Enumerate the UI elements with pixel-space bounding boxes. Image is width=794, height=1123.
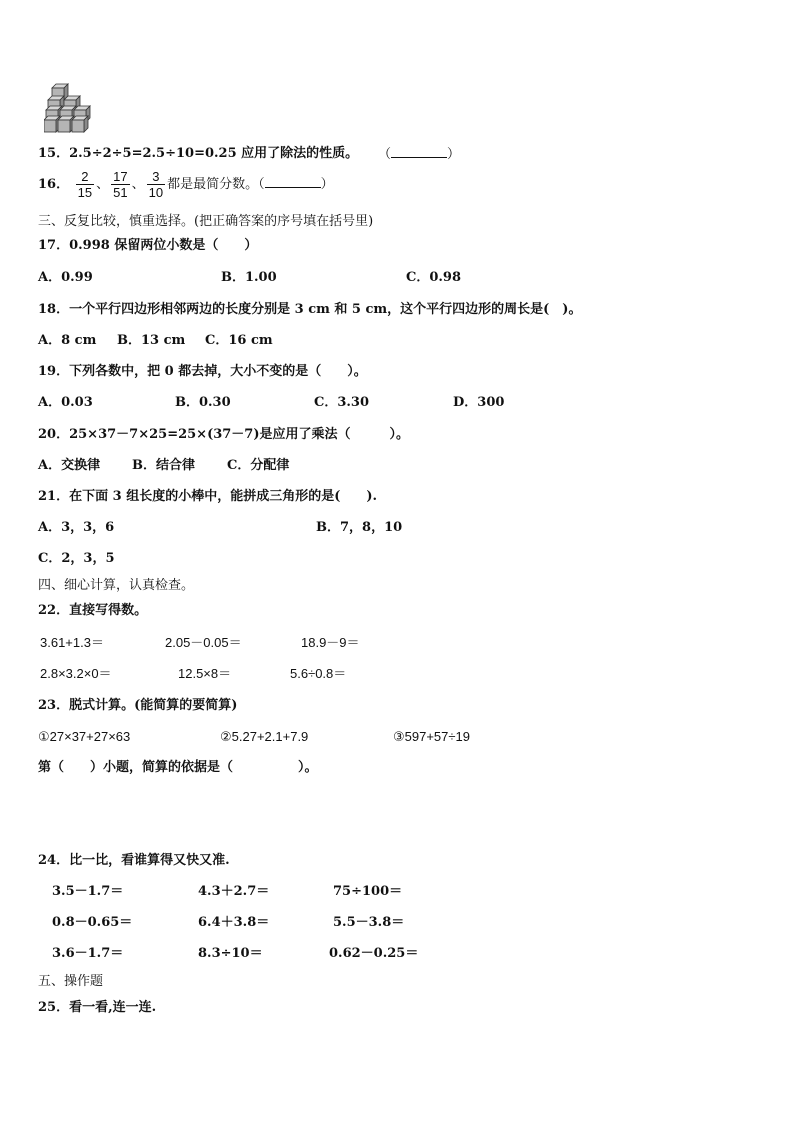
cube-stack-illustration [44,82,98,134]
option-20-b[interactable]: B．结合律 [132,458,195,473]
question-18: 18．一个平行四边形相邻两边的长度分别是 3 cm 和 5 cm，这个平行四边形的周长是( )。 [38,302,582,317]
section-heading-5: 五、操作题 [38,974,104,989]
calc-item: 5.6÷0.8＝ [290,666,347,681]
question-16: 16． $\frac{2}{15}$ 、 $\frac{17}{51}$ 、 $\frac{3}{10}$ 都是最简分数。（ ） [38,169,334,200]
question-24: 24．比一比，看谁算得又快又准. [38,853,230,868]
option-19-b[interactable]: B．0.30 [175,395,231,410]
calc-item: 75÷100＝ [333,884,403,899]
question-text: 2.5÷2÷5=2.5÷10=0.25 应用了除法的性质。 [69,146,359,161]
option-20-a[interactable]: A．交换律 [38,458,101,473]
option-17-c[interactable]: C．0.98 [406,270,462,285]
answer-blank-16[interactable] [265,175,321,188]
calc-item: 3.6－1.7＝ [52,946,124,961]
option-19-d[interactable]: D．300 [453,395,505,410]
calc-item: 18.9－9＝ [301,635,360,650]
question-number: 16． [38,177,70,192]
fraction: $\frac{17}{51}$ [113,169,128,200]
question-15 [38,145,358,163]
fraction: $\frac{2}{15}$ [77,169,93,200]
option-21-a[interactable]: A．3，3，6 [38,520,115,535]
calc-item: 8.3÷10＝ [198,946,263,961]
calc-item: 4.3＋2.7＝ [198,884,270,899]
calc-item: 6.4＋3.8＝ [198,915,270,930]
calc-item: 2.05－0.05＝ [165,635,242,650]
section-heading-3: 三、反复比较，慎重选择。(把正确答案的序号填在括号里) [38,214,374,229]
option-17-b[interactable]: B．1.00 [221,270,277,285]
section-heading-4: 四、细心计算，认真检查。 [38,578,195,593]
calc-item: ②5.27+2.1+7.9 [220,729,309,744]
question-23: 23．脱式计算。(能简算的要简算) [38,698,238,713]
option-18-a[interactable]: A．8 cm [38,333,97,348]
calc-item: 3.5－1.7＝ [52,884,124,899]
blank-line [391,145,447,158]
calc-item: 2.8×3.2×0＝ [40,666,112,681]
question-20: 20．25×37－7×25=25×(37－7)是应用了乘法（ ）。 [38,427,410,442]
question-19: 19．下列各数中，把 0 都去掉，大小不变的是（ ）。 [38,364,367,379]
question-17: 17．0.998 保留两位小数是（ ） [38,238,258,253]
option-19-c[interactable]: C．3.30 [314,395,370,410]
option-21-b[interactable]: B．7，8，10 [316,520,403,535]
calc-item: 3.61+1.3＝ [40,635,104,650]
question-21: 21．在下面 3 组长度的小棒中，能拼成三角形的是( ). [38,489,378,504]
question-22: 22．直接写得数。 [38,603,148,618]
calc-item: 5.5－3.8＝ [333,915,405,930]
option-19-a[interactable]: A．0.03 [38,395,93,410]
calc-item: 0.62－0.25＝ [329,946,419,961]
calc-item: ③597+57÷19 [393,729,470,744]
calc-item: 12.5×8＝ [178,666,232,681]
question-number: 15． [38,146,70,161]
calc-item: ①27×37+27×63 [38,729,131,744]
option-20-c[interactable]: C．分配律 [227,458,290,473]
answer-blank-15[interactable]: （ ） [378,147,461,162]
option-18-c[interactable]: C．16 cm [205,333,273,348]
fraction: $\frac{3}{10}$ [148,169,164,200]
question-23-followup: 第（ ）小题，简算的依据是（ ）。 [38,760,318,775]
question-25: 25．看一看,连一连. [38,1000,157,1015]
option-21-c[interactable]: C．2，3，5 [38,551,115,566]
option-17-a[interactable]: A．0.99 [38,270,93,285]
calc-item: 0.8－0.65＝ [52,915,133,930]
option-18-b[interactable]: B．13 cm [117,333,186,348]
